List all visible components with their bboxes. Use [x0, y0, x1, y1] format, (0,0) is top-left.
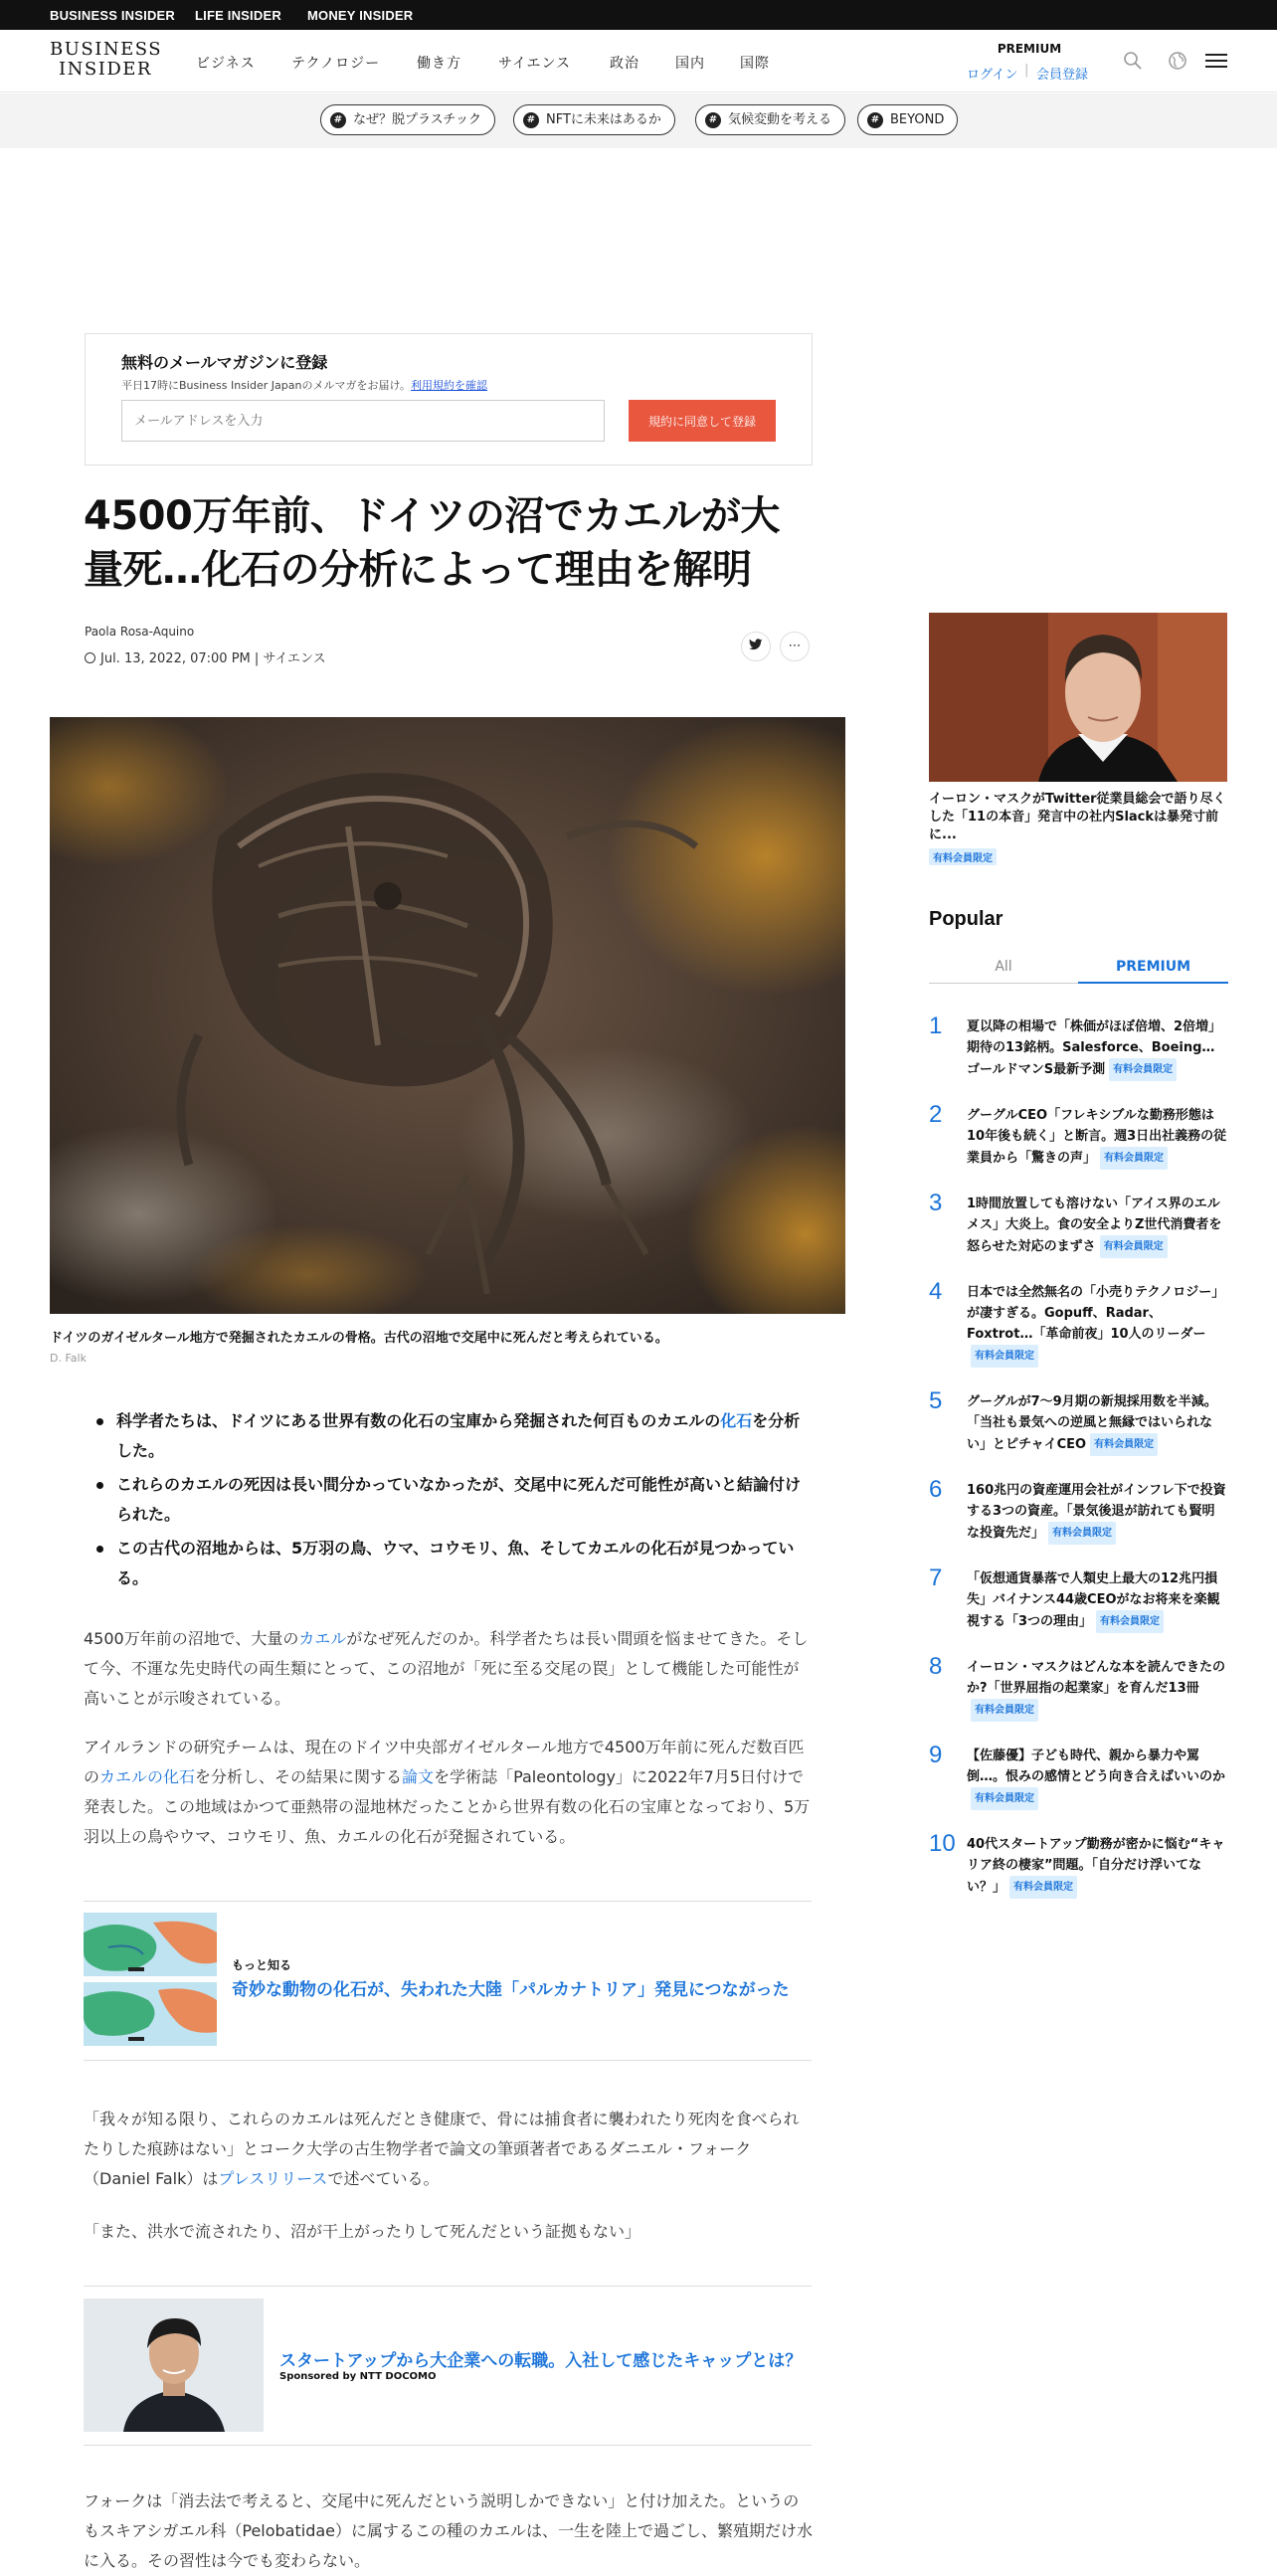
popular-item-title: イーロン・マスクはどんな本を読んできたのか?「世界屈指の起業家」を育んだ13冊 [967, 1660, 1226, 1696]
members-only-badge: 有料会員限定 [1009, 1876, 1077, 1899]
popular-item-title: 1時間放置しても溶けない「アイス界のエルメス」大炎上。食の安全よりZ世代消費者を怒らせた対応のまずさ [967, 1196, 1222, 1254]
headline-line-2: 量死…化石の分析によって理由を解明 [84, 547, 752, 593]
paragraph-text: がなぜ死んだのか。科学者たちは長い間頭を悩ませてきた。そして今、不運な先史時代の両生類にとって、この沼地が「死に至る交尾の罠」として機能した可能性が高いことが示唆されている。 [84, 1629, 809, 1708]
frog-link[interactable]: カエル [298, 1629, 347, 1648]
topic-tag[interactable] [320, 104, 495, 135]
newsletter-desc-text: 平日17時にBusiness Insider Japanのメルマガをお届け。 [121, 379, 412, 392]
nav-item-technology[interactable]: テクノロジー [291, 56, 381, 72]
popular-item-text [967, 1391, 1227, 1456]
site-logo[interactable] [50, 40, 161, 80]
logo-line-2: INSIDER [59, 59, 152, 80]
topic-tag[interactable] [513, 104, 675, 135]
press-release-link[interactable]: プレスリリース [218, 2169, 328, 2188]
tab-premium[interactable]: PREMIUM [1078, 950, 1228, 984]
paragraph-text: を学術誌「Paleontology」に2022年7月5日付けで発表した。この地域はかつて亜熱帯の湿地林だったことから世界有数の化石の宝庫となっており、5万羽以上の鳥やウマ、コウモリ、魚、カエルの化石が発掘されている。 [84, 1767, 811, 1846]
tag-label: なぜ？脱プラスチック [353, 112, 481, 127]
tab-all[interactable]: All [929, 950, 1078, 984]
popular-item-text [967, 1746, 1227, 1810]
tag-icon: # [330, 112, 346, 128]
bullet-text: これらのカエルの死因は長い間分かっていなかったが、交尾中に死んだ可能性が高いと結論付けられた。 [116, 1475, 802, 1524]
popular-item-title: 夏以降の相場で「株価がほぼ倍増、2倍増」期待の13銘柄。Salesforce、Boeing…ゴールドマンS最新予測 [967, 1019, 1222, 1077]
premium-label: PREMIUM [997, 42, 1062, 56]
topbar-link-life-insider[interactable]: LIFE INSIDER [195, 8, 281, 23]
summary-bullets [85, 1406, 813, 1597]
email-input[interactable] [121, 400, 605, 442]
headline-line-1: 4500万年前、ドイツの沼でカエルが大 [84, 493, 780, 539]
rank-number: 10 [929, 1830, 956, 1857]
related-more-label: もっと知る [232, 1958, 292, 1972]
tag-icon: # [523, 112, 539, 128]
related-article-link[interactable]: 奇妙な動物の化石が、失われた大陸「パルカナトリア」発見につながった [232, 1980, 790, 2000]
members-only-badge: 有料会員限定 [1109, 1058, 1177, 1081]
tag-icon: # [867, 112, 883, 128]
popular-item-title: グーグルが7〜9月期の新規採用数を半減。「当社も景気への逆風と無縁ではいられない」とピチャイCEO [967, 1394, 1217, 1452]
image-caption: ドイツのガイゼルタール地方で発掘されたカエルの骨格。古代の沼地で交尾中に死んだと考えられている。 [50, 1331, 668, 1346]
article-paragraph-5: フォークは「消去法で考えると、交尾中に死んだという説明しかできない」と付け加えた。というのもスキアシガエル科（Pelobatidae）に属するこの種のカエルは、一生を陸上で過ごし、繁殖期だけ水に入る。その習性は今でも変わらない。 [84, 2491, 814, 2570]
popular-item-text [967, 1282, 1227, 1368]
popular-item-text [967, 1568, 1227, 1633]
meta-separator: | [250, 651, 264, 666]
popular-item-text [967, 1834, 1227, 1899]
members-only-badge: 有料会員限定 [971, 1787, 1038, 1810]
topbar-link-business-insider[interactable]: BUSINESS INSIDER [50, 8, 176, 23]
logo-line-1: BUSINESS [50, 39, 163, 60]
nav-item-politics[interactable]: 政治 [610, 56, 639, 72]
nav-item-work[interactable]: 働き方 [417, 56, 461, 72]
paper-link[interactable]: 論文 [402, 1767, 435, 1786]
newsletter-description [121, 377, 487, 393]
search-icon[interactable] [1122, 50, 1144, 76]
paragraph-text: 4500万年前の沼地で、大量の [84, 1629, 299, 1648]
summary-bullet [85, 1406, 813, 1466]
members-only-badge: 有料会員限定 [1100, 1147, 1168, 1170]
article-headline [84, 489, 800, 597]
more-icon: ⋯ [788, 639, 802, 653]
popular-item-title: 40代スタートアップ勤務が密かに悩む“キャリア終の棲家”問題。「自分だけ浮いてない？」 [967, 1837, 1225, 1895]
summary-bullet [85, 1470, 813, 1530]
article-paragraph-2 [84, 1733, 814, 1852]
newsletter-title: 無料のメールマガジンに登録 [121, 353, 328, 372]
tag-icon: # [705, 112, 721, 128]
frog-fossil-link[interactable]: カエルの化石 [99, 1767, 196, 1786]
login-separator: | [1024, 63, 1029, 78]
terms-link[interactable]: 利用規約を確認 [411, 379, 488, 392]
nav-item-international[interactable]: 国際 [740, 56, 770, 72]
rank-number: 1 [929, 1012, 943, 1039]
twitter-share-button[interactable] [741, 632, 771, 661]
rank-number: 2 [929, 1101, 943, 1128]
popular-item-text [967, 1657, 1227, 1722]
divider [84, 1901, 812, 1902]
paragraph-text: を分析し、その結果に関する [195, 1767, 403, 1786]
bullet-text: を分析した。 [116, 1411, 801, 1460]
newsletter-signup [85, 333, 813, 465]
popular-item-title: 160兆円の資産運用会社がインフレ下で投資する3つの資産。「景気後退が訪れても賢明な投資先だ」 [967, 1483, 1226, 1541]
rank-number: 7 [929, 1564, 943, 1591]
fossil-link[interactable]: 化石 [720, 1411, 753, 1430]
menu-icon[interactable] [1204, 50, 1228, 76]
paragraph-text: で述べている。 [327, 2169, 440, 2188]
popular-heading: Popular [929, 908, 1003, 930]
register-link[interactable]: 会員登録 [1036, 68, 1089, 83]
top-brand-bar [0, 0, 1277, 30]
divider [84, 2286, 812, 2287]
sponsored-by-label: Sponsored by NTT DOCOMO [279, 2371, 437, 2382]
article-paragraph-3 [84, 2105, 814, 2194]
subscribe-button[interactable]: 規約に同意して登録 [629, 400, 776, 442]
topic-tag-bar [0, 93, 1277, 148]
paragraph-text: アイルランドの研究チームは、現在のドイツ中央部ガイゼルタール地方で4500万年前に死んだ数百匹の [84, 1738, 805, 1786]
globe-icon[interactable] [1167, 50, 1188, 76]
article-paragraph-4: 「また、洪水で流されたり、沼が干上がったりして死んだという証拠もない」 [84, 2222, 641, 2241]
image-credit: D. Falk [50, 1352, 87, 1365]
sponsored-article-link[interactable]: スタートアップから大企業への転職。入社して感じたキャップとは？ [279, 2351, 803, 2371]
popular-item-title: 【佐藤優】子ども時代、親から暴力や罵倒…。恨みの感情とどう向き合えばいいのか [967, 1748, 1226, 1784]
site-header [0, 30, 1277, 92]
popular-item-title: 「仮想通貨暴落で人類史上最大の12兆円損失」バイナンス44歳CEOがなお将来を楽観視する「3つの理由」 [967, 1571, 1220, 1629]
popular-item-text [967, 1105, 1227, 1170]
topic-tag[interactable] [857, 104, 958, 135]
members-only-badge: 有料会員限定 [1096, 1610, 1164, 1633]
divider [84, 2060, 812, 2061]
members-only-badge: 有料会員限定 [971, 1699, 1038, 1722]
sponsored-thumbnail[interactable] [84, 2299, 264, 2432]
paragraph-text: 「我々が知る限り、これらのカエルは死んだとき健康で、骨には捕食者に襲われたり死肉を食べられたりした痕跡はない」とコーク大学の古生物学者で論文の筆頭著者であるダニエル・フォーク（Daniel Falk）は [84, 2110, 800, 2188]
rank-number: 3 [929, 1190, 943, 1216]
popular-item-text [967, 1194, 1227, 1258]
sidebar-feature-title[interactable]: イーロン・マスクがTwitter従業員総会で語り尽くした「11の本音」発言中の社内Slackは暴発寸前に... [929, 792, 1226, 842]
members-only-badge: 有料会員限定 [1048, 1522, 1116, 1545]
article-author[interactable]: Paola Rosa-Aquino [85, 625, 195, 639]
bullet-text: 科学者たちは、ドイツにある世界有数の化石の宝庫から発掘された何百ものカエルの [116, 1411, 721, 1430]
nav-item-domestic[interactable]: 国内 [675, 56, 705, 72]
popular-item-text [967, 1016, 1227, 1081]
related-article-thumbnail[interactable] [84, 1913, 217, 2046]
topbar-link-money-insider[interactable]: MONEY INSIDER [307, 8, 414, 23]
members-only-badge: 有料会員限定 [1090, 1433, 1158, 1456]
login-link[interactable]: ログイン [967, 68, 1018, 83]
clock-icon [85, 652, 95, 663]
sidebar-feature-image[interactable] [929, 613, 1227, 782]
tag-label: NFTに未来はあるか [546, 112, 661, 127]
members-only-badge: 有料会員限定 [929, 848, 997, 865]
popular-item-title: グーグルCEO「フレキシブルな勤務形態は10年後も続く」と断言。週3日出社義務の従業員から「驚きの声」 [967, 1108, 1227, 1166]
twitter-icon [749, 639, 763, 650]
members-only-badge: 有料会員限定 [971, 1345, 1038, 1368]
nav-item-business[interactable]: ビジネス [196, 56, 256, 72]
popular-item-title: 日本では全然無名の「小売りテクノロジー」が凄すぎる。Gopuff、Radar、Foxtrot…「革命前夜」10人のリーダー [967, 1285, 1225, 1342]
members-only-badge: 有料会員限定 [1100, 1235, 1168, 1258]
divider [84, 2445, 812, 2446]
tag-label: 気候変動を考える [728, 112, 832, 127]
popular-item-text [967, 1480, 1227, 1545]
rank-number: 9 [929, 1742, 943, 1768]
article-meta [85, 647, 326, 666]
summary-bullet [85, 1534, 813, 1593]
rank-number: 4 [929, 1278, 943, 1305]
publish-date: Jul. 13, 2022, 07:00 PM [100, 651, 251, 666]
more-share-button[interactable] [780, 632, 810, 661]
topic-tag[interactable] [695, 104, 845, 135]
rank-number: 8 [929, 1653, 943, 1680]
tag-label: BEYOND [890, 112, 945, 127]
bullet-text: この古代の沼地からは、5万羽の鳥、ウマ、コウモリ、魚、そしてカエルの化石が見つかっている。 [116, 1539, 795, 1587]
article-paragraph-1 [84, 1624, 814, 1714]
hero-image-frog-fossil [50, 717, 845, 1314]
category-link[interactable]: サイエンス [263, 651, 326, 666]
rank-number: 5 [929, 1387, 943, 1414]
rank-number: 6 [929, 1476, 943, 1503]
nav-item-science[interactable]: サイエンス [498, 56, 572, 72]
